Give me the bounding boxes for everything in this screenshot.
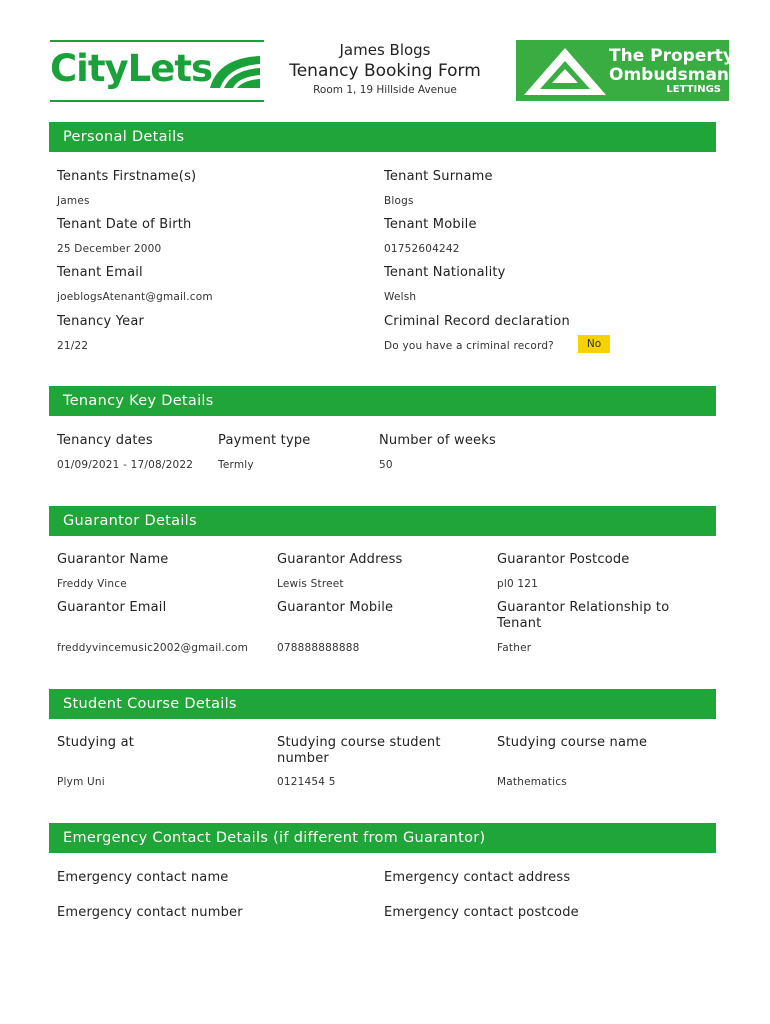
label-tenancy-year: Tenancy Year (57, 314, 145, 329)
logo-top-rule (50, 40, 264, 42)
value-student-number: 0121454 5 (277, 776, 336, 788)
value-guarantor-address: Lewis Street (277, 578, 344, 590)
value-guarantor-postcode: pl0 121 (497, 578, 539, 590)
value-tenancy-year: 21/22 (57, 340, 89, 352)
label-guarantor-email: Guarantor Email (57, 600, 167, 615)
value-guarantor-email: freddyvincemusic2002@gmail.com (57, 642, 248, 654)
value-tenant-dob: 25 December 2000 (57, 243, 162, 255)
value-payment-type: Termly (218, 459, 254, 471)
section-header-personal: Personal Details (49, 122, 716, 152)
value-guarantor-relationship: Father (497, 642, 532, 654)
label-student-number-line-1: Studying course student (277, 735, 441, 750)
ombudsman-line-3: LETTINGS (666, 84, 721, 95)
label-emergency-name: Emergency contact name (57, 870, 229, 885)
label-tenant-nationality: Tenant Nationality (384, 265, 506, 280)
form-title: Tenancy Booking Form (289, 61, 481, 81)
label-guarantor-relationship (497, 600, 669, 632)
value-guarantor-name: Freddy Vince (57, 578, 127, 590)
label-guarantor-relationship-line-2: Tenant (497, 616, 542, 631)
label-tenant-firstname: Tenants Firstname(s) (57, 169, 197, 184)
value-tenant-firstname: James (57, 195, 90, 207)
value-tenant-nationality: Welsh (384, 291, 417, 303)
form-header (270, 40, 500, 98)
value-guarantor-mobile: 078888888888 (277, 642, 360, 654)
label-emergency-address: Emergency contact address (384, 870, 571, 885)
label-tenant-surname: Tenant Surname (384, 169, 493, 184)
label-tenant-mobile: Tenant Mobile (384, 217, 477, 232)
label-payment-type: Payment type (218, 433, 311, 448)
logo-swoosh-icon (208, 52, 262, 90)
label-tenancy-dates: Tenancy dates (57, 433, 153, 448)
citylets-logo (50, 40, 264, 102)
label-guarantor-mobile: Guarantor Mobile (277, 600, 394, 615)
criminal-record-answer[interactable]: No (578, 335, 610, 353)
section-header-guarantor: Guarantor Details (49, 506, 716, 536)
label-student-number (277, 735, 441, 767)
property-ombudsman-logo (516, 40, 734, 101)
label-course-name: Studying course name (497, 735, 648, 750)
label-guarantor-name: Guarantor Name (57, 552, 169, 567)
label-tenant-dob: Tenant Date of Birth (57, 217, 192, 232)
ombudsman-line-1: The Property (609, 46, 734, 66)
value-tenant-mobile: 01752604242 (384, 243, 460, 255)
value-tenant-surname: Blogs (384, 195, 414, 207)
label-emergency-number: Emergency contact number (57, 905, 243, 920)
property-address: Room 1, 19 Hillside Avenue (313, 84, 457, 96)
ombudsman-triangle-icon (522, 45, 608, 97)
value-tenancy-dates: 01/09/2021 - 17/08/2022 (57, 459, 194, 471)
logo-text: CityLets (50, 47, 213, 90)
section-header-tenancy: Tenancy Key Details (49, 386, 716, 416)
logo-bottom-rule (50, 100, 264, 102)
criminal-record-question: Do you have a criminal record? (384, 340, 554, 352)
value-studying-at: Plym Uni (57, 776, 105, 788)
section-header-emergency: Emergency Contact Details (if different from Guarantor) (49, 823, 716, 853)
label-criminal-record: Criminal Record declaration (384, 314, 570, 329)
value-number-of-weeks: 50 (379, 459, 393, 471)
value-tenant-email: joeblogsAtenant@gmail.com (57, 291, 213, 303)
label-studying-at: Studying at (57, 735, 135, 750)
label-guarantor-relationship-line-1: Guarantor Relationship to (497, 600, 670, 615)
label-number-of-weeks: Number of weeks (379, 433, 496, 448)
value-course-name: Mathematics (497, 776, 567, 788)
ombudsman-line-2: Ombudsman (609, 65, 730, 85)
label-tenant-email: Tenant Email (57, 265, 143, 280)
label-student-number-line-2: number (277, 751, 329, 766)
section-header-course: Student Course Details (49, 689, 716, 719)
label-emergency-postcode: Emergency contact postcode (384, 905, 579, 920)
tenant-name-heading: James Blogs (339, 41, 431, 59)
label-guarantor-address: Guarantor Address (277, 552, 403, 567)
label-guarantor-postcode: Guarantor Postcode (497, 552, 630, 567)
